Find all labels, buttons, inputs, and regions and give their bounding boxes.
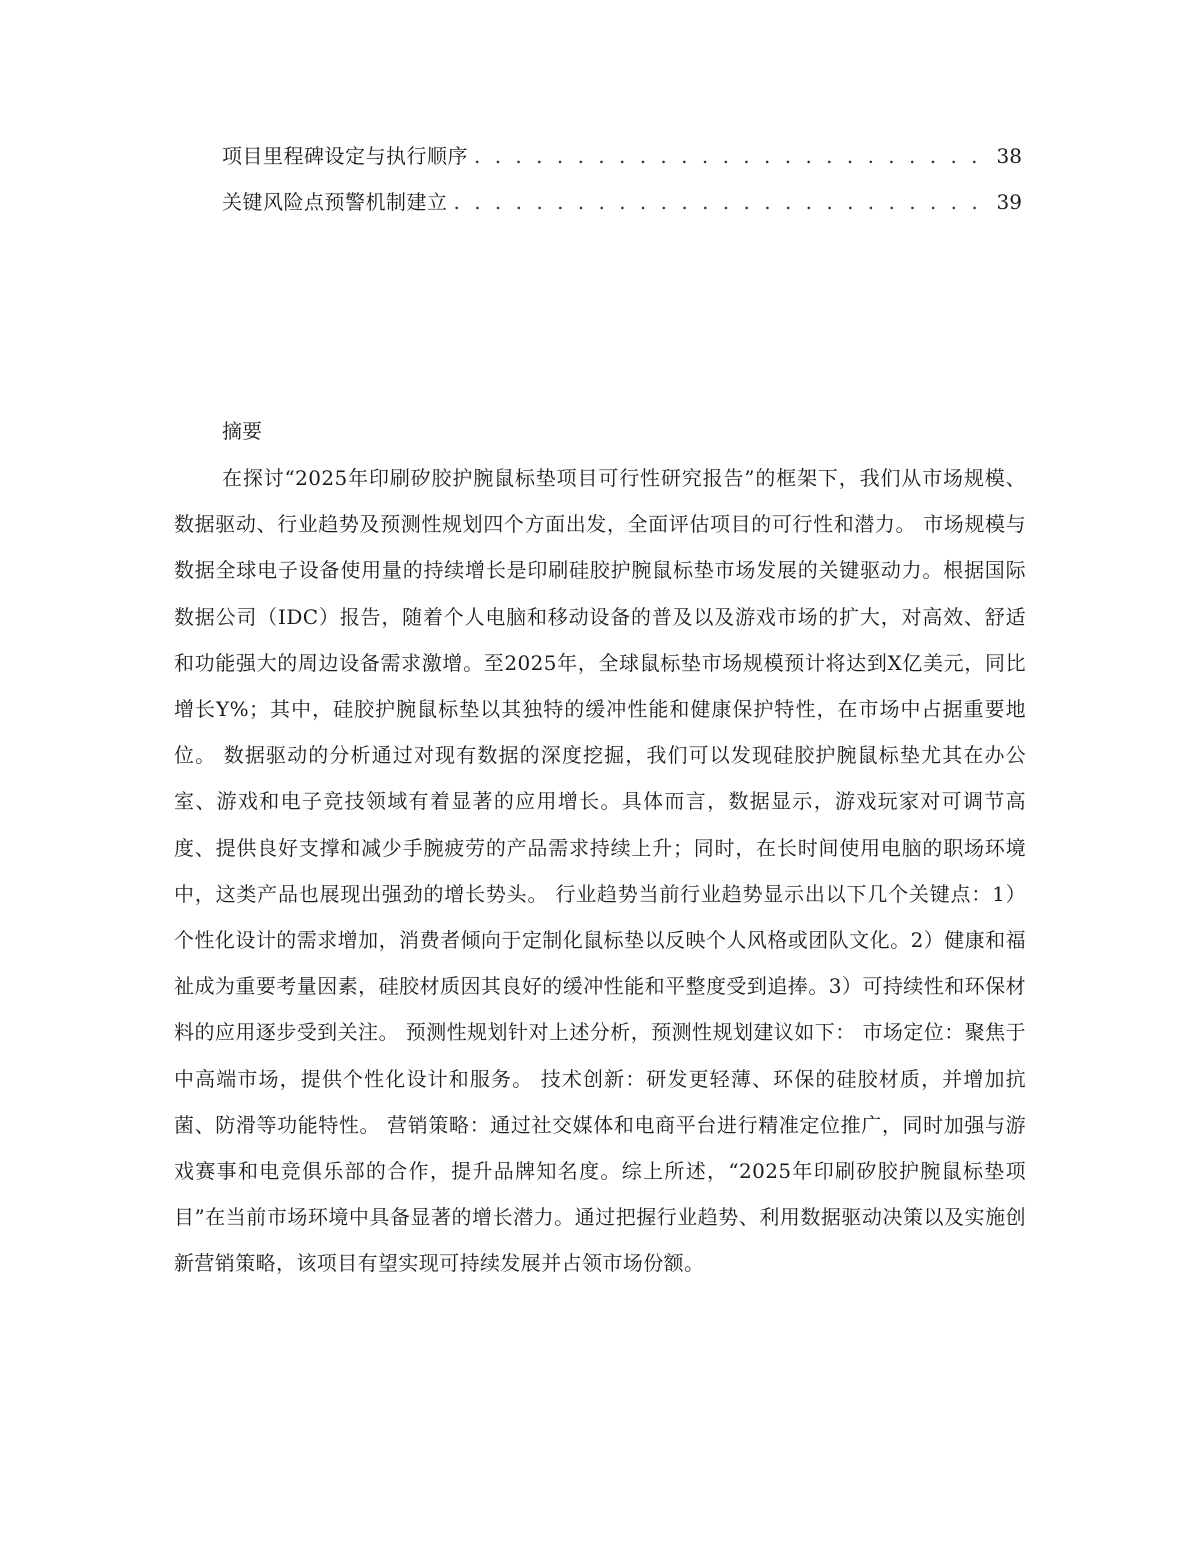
abstract-body: 在探讨“2025年印刷矽胶护腕鼠标垫项目可行性研究报告”的框架下，我们从市场规模、数据驱动、行业趋势及预测性规划四个方面出发，全面评估项目的可行性和潜力。 市场规模与数据全球电子设备使用量的持续增长是印刷硅胶护腕鼠标垫市场发展的关键驱动力。根据国际数据公司（IDC）报告，随着个人电脑和移动设备的普及以及游戏市场的扩大，对高效、舒适和功能强大的周边设备需求激增。至2025年，全球鼠标垫市场规模预计将达到X亿美元，同比增长Y%；其中，硅胶护腕鼠标垫以其独特的缓冲性能和健康保护特性，在市场中占据重要地位。 数据驱动的分析通过对现有数据的深度挖掘，我们可以发现硅胶护腕鼠标垫尤其在办公室、游戏和电子竞技领域有着显著的应用增长。具体而言，数据显示，游戏玩家对可调节高度、提供良好支撑和减少手腕疲劳的产品需求持续上升；同时，在长时间使用电脑的职场环境中，这类产品也展现出强劲的增长势头。 行业趋势当前行业趋势显示出以下几个关键点：1）个性化设计的需求增加，消费者倾向于定制化鼠标垫以反映个人风格或团队文化。2）健康和福祉成为重要考量因素，硅胶材质因其良好的缓冲性能和平整度受到追捧。3）可持续性和环保材料的应用逐步受到关注。 预测性规划针对上述分析，预测性规划建议如下： 市场定位：聚焦于中高端市场，提供个性化设计和服务。 技术创新：研发更轻薄、环保的硅胶材质，并增加抗菌、防滑等功能特性。 营销策略：通过社交媒体和电商平台进行精准定位推广，同时加强与游戏赛事和电竞俱乐部的合作，提升品牌知名度。综上所述，“2025年印刷矽胶护腕鼠标垫项目”在当前市场环境中具备显著的增长潜力。通过把握行业趋势、利用数据驱动决策以及实施创新营销策略，该项目有望实现可持续发展并占领市场份额。: [174, 466, 1026, 1276]
toc-entry-page: 39: [996, 190, 1022, 214]
abstract-heading: 摘要: [222, 419, 262, 443]
toc-entry-title: 项目里程碑设定与执行顺序: [222, 144, 468, 168]
toc-entry-title: 关键风险点预警机制建立: [222, 190, 448, 214]
table-of-contents: [222, 140, 1022, 232]
toc-dot-leader: [474, 144, 991, 168]
toc-entry[interactable]: [222, 186, 1022, 232]
toc-entry[interactable]: [222, 140, 1022, 186]
toc-dot-leader: [454, 190, 991, 214]
toc-entry-page: 38: [996, 144, 1022, 168]
